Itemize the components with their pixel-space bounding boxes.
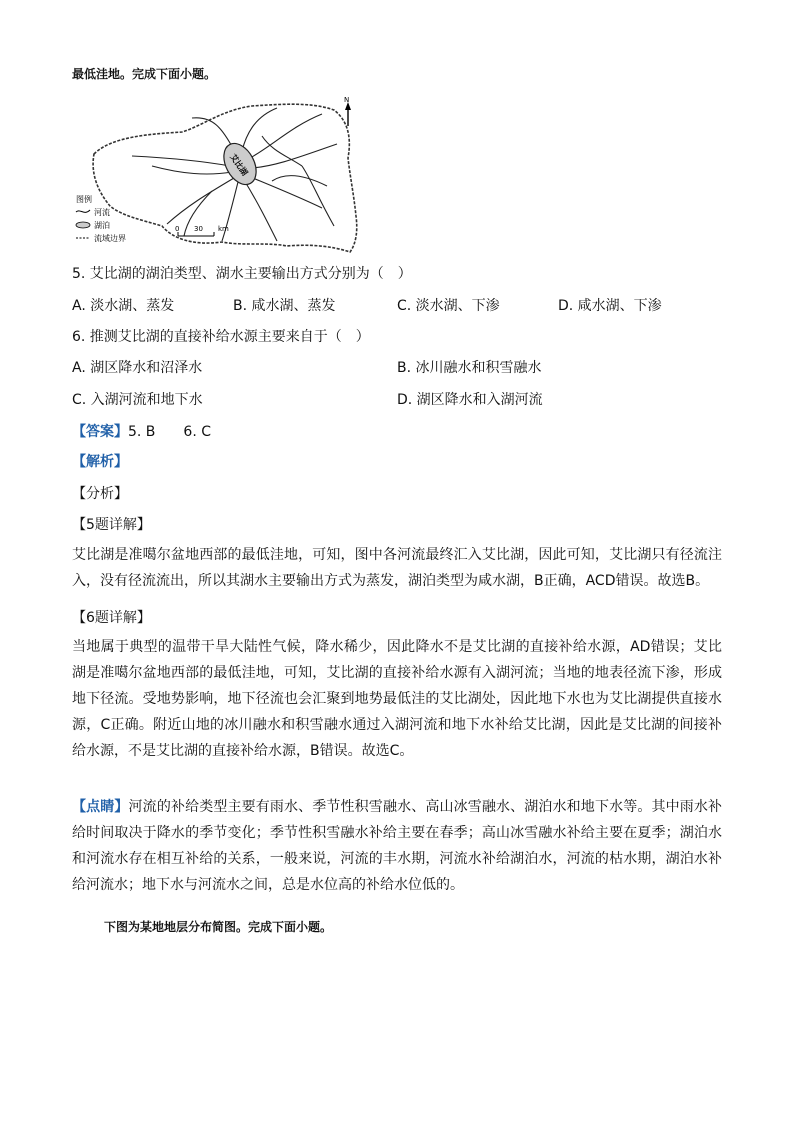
legend-river-icon <box>76 210 90 212</box>
q5-explanation <box>72 542 722 594</box>
tip-text: 河流的补给类型主要有雨水、季节性积雪融水、高山冰雪融水、湖泊水和地下水等。其中雨水补给时间取决于降水的季节变化；季节性积雪融水补给主要在春季；高山冰雪融水补给主要在夏季；湖泊水和河流水存在相互补给的关系，一般来说，河流的丰水期，河流水补给湖泊水，河流的枯水期，湖泊水补给河流水；地下水与河流水之间，总是水位高的补给水位低的。 <box>72 799 723 893</box>
tip-tag: 【点睛】 <box>72 799 129 815</box>
next-question-intro: 下图为某地地层分布简图。完成下面小题。 <box>104 920 333 934</box>
lake-label: 艾比湖 <box>228 152 250 178</box>
legend-lake-label: 湖泊 <box>94 221 110 230</box>
question-5-stem: 5. 艾比湖的湖泊类型、湖水主要输出方式分别为（ ） <box>72 266 412 282</box>
north-arrow-icon <box>345 102 351 126</box>
q5-option-c[interactable]: C. 淡水湖、下渗 <box>397 298 500 314</box>
q6-detail-tag: 【6题详解】 <box>72 610 151 626</box>
north-label: N <box>344 96 350 104</box>
answer-tag: 【答案】 <box>72 424 128 440</box>
analysis-tag: 【解析】 <box>72 454 128 470</box>
intro-text: 最低洼地。完成下面小题。 <box>72 67 217 81</box>
fenxi-tag: 【分析】 <box>72 486 128 502</box>
q5-option-b[interactable]: B. 咸水湖、蒸发 <box>233 298 336 314</box>
scale-unit: km <box>218 225 229 233</box>
q6-option-a[interactable]: A. 湖区降水和沼泽水 <box>72 360 203 376</box>
legend-river-label: 河流 <box>94 208 110 217</box>
q5-option-a[interactable]: A. 淡水湖、蒸发 <box>72 298 175 314</box>
answer-text: 5. B 6. C <box>128 424 211 440</box>
question-6-stem: 6. 推测艾比湖的直接补给水源主要来自于（ ） <box>72 329 370 345</box>
legend-boundary-label: 流域边界 <box>94 234 126 243</box>
answer-line <box>72 422 211 442</box>
scale-value: 30 <box>194 225 203 233</box>
legend-lake-icon <box>76 222 90 228</box>
q6-option-c[interactable]: C. 入湖河流和地下水 <box>72 392 203 408</box>
q6-explanation <box>72 634 722 764</box>
legend-title: 图例 <box>76 195 92 204</box>
q5-explanation-text: 艾比湖是准噶尔盆地西部的最低洼地，可知，图中各河流最终汇入艾比湖，因此可知，艾比湖只有径流注入，没有径流流出，所以其湖水主要输出方式为蒸发，湖泊类型为咸水湖，B正确，ACD错误。故选B。 <box>72 547 722 589</box>
q6-explanation-text: 当地属于典型的温带干旱大陆性气候，降水稀少，因此降水不是艾比湖的直接补给水源，AD错误；艾比湖是准噶尔盆地西部的最低洼地，可知，艾比湖的直接补给水源有入湖河流；当地的地表径流下渗，形成地下径流。受地势影响，地下径流也会汇聚到地势最低洼的艾比湖处，因此地下水也为艾比湖提供直接水源，C正确。附近山地的冰川融水和积雪融水通过入湖河流和地下水补给艾比湖，因此是艾比湖的间接补给水源，不是艾比湖的直接补给水源，B错误。故选C。 <box>72 639 722 759</box>
q6-option-d[interactable]: D. 湖区降水和入湖河流 <box>397 392 543 408</box>
q5-option-d[interactable]: D. 咸水湖、下渗 <box>558 298 662 314</box>
scale-zero: 0 <box>175 225 180 233</box>
q5-detail-tag: 【5题详解】 <box>72 517 151 533</box>
q6-option-b[interactable]: B. 冰川融水和积雪融水 <box>397 360 542 376</box>
lake-basin-map <box>72 96 362 256</box>
tip-block <box>72 794 722 898</box>
